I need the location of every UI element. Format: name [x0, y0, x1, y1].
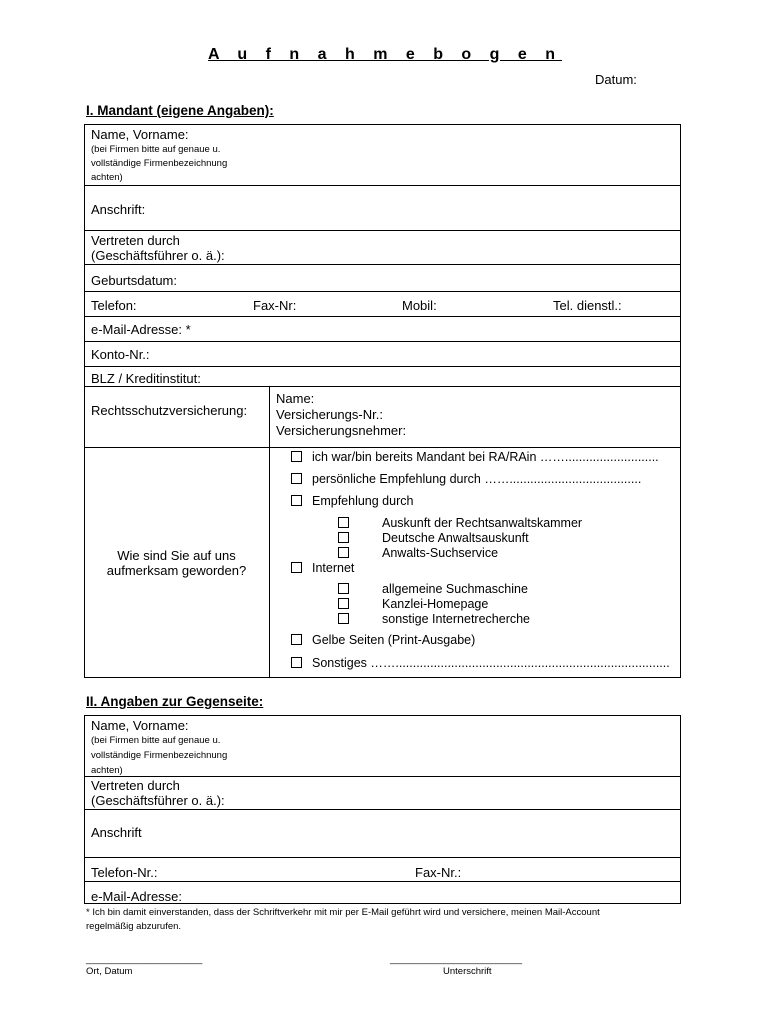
option-empfehlung-person-label: persönliche Empfehlung durch ……...................................... [312, 472, 642, 486]
gegen-email-label: e-Mail-Adresse: [91, 889, 183, 904]
signature-line-ort: ______________________ [86, 954, 203, 965]
section1-heading: I. Mandant (eigene Angaben): [86, 103, 274, 118]
telefon-label: Telefon: [91, 298, 137, 313]
datum-label: Datum: [595, 72, 637, 87]
option-kanzlei-homepage-label: Kanzlei-Homepage [382, 597, 489, 611]
option-rechtsanwaltskammer-label: Auskunft der Rechtsanwaltskammer [382, 516, 583, 530]
blz-label: BLZ / Kreditinstitut: [91, 371, 201, 386]
checkbox-suchservice[interactable] [338, 547, 349, 558]
anschrift-label: Anschrift: [91, 202, 146, 217]
checkbox-empfehlung[interactable] [291, 495, 302, 506]
rechtsschutz-label: Rechtsschutzversicherung: [91, 403, 248, 418]
gegen-name-hint: (bei Firmen bitte auf genaue u. [91, 735, 221, 746]
vertreten-label: (Geschäftsführer o. ä.): [91, 248, 225, 263]
checkbox-rechtsanwaltskammer[interactable] [338, 517, 349, 528]
checkbox-internet[interactable] [291, 562, 302, 573]
email-label: e-Mail-Adresse: * [91, 322, 191, 337]
aufmerksam-label: Wie sind Sie auf uns [117, 548, 236, 563]
gegen-name-label: Name, Vorname: [91, 718, 189, 733]
rs-nr-label: Versicherungs-Nr.: [276, 407, 383, 422]
rs-nehmer-label: Versicherungsnehmer: [276, 423, 407, 438]
geburtsdatum-label: Geburtsdatum: [91, 273, 177, 288]
checkbox-internetrecherche[interactable] [338, 613, 349, 624]
checkbox-mandant[interactable] [291, 451, 302, 462]
option-empfehlung-label: Empfehlung durch [312, 494, 414, 508]
tel-dienstl-label: Tel. dienstl.: [553, 298, 622, 313]
checkbox-suchmaschine[interactable] [338, 583, 349, 594]
name-hint: vollständige Firmenbezeichnung [91, 158, 228, 169]
footnote [86, 906, 726, 934]
signature-line-unterschrift: _________________________ [390, 954, 523, 965]
fax-label: Fax-Nr: [253, 298, 297, 313]
name-hint: (bei Firmen bitte auf genaue u. [91, 144, 221, 155]
gegen-vertreten-label: Vertreten durch [91, 778, 180, 793]
checkbox-sonstiges[interactable] [291, 657, 302, 668]
section2-heading: II. Angaben zur Gegenseite: [86, 694, 264, 709]
name-label: Name, Vorname: [91, 127, 189, 142]
ort-datum-label: Ort, Datum [86, 966, 133, 977]
gegen-anschrift-label: Anschrift [91, 825, 142, 840]
vertreten-label: Vertreten durch [91, 233, 180, 248]
checkbox-kanzlei-homepage[interactable] [338, 598, 349, 609]
gegen-name-hint: vollständige Firmenbezeichnung [91, 750, 228, 761]
checkbox-gelbe-seiten[interactable] [291, 634, 302, 645]
mobil-label: Mobil: [402, 298, 437, 313]
gegen-telefon-label: Telefon-Nr.: [91, 865, 158, 880]
checkbox-empfehlung-person[interactable] [291, 473, 302, 484]
aufmerksam-label: aufmerksam geworden? [106, 563, 247, 578]
document-title: A u f n a h m e b o g e n [208, 46, 562, 63]
option-suchservice-label: Anwalts-Suchservice [382, 546, 499, 560]
gegen-name-hint: achten) [91, 765, 123, 776]
option-internetrecherche-label: sonstige Internetrecherche [382, 612, 531, 626]
option-suchmaschine-label: allgemeine Suchmaschine [382, 582, 528, 596]
option-gelbe-seiten-label: Gelbe Seiten (Print-Ausgabe) [312, 633, 476, 647]
option-sonstiges-label: Sonstiges ……............................................................................... [312, 656, 670, 670]
checkbox-anwaltsauskunft[interactable] [338, 532, 349, 543]
footnote-line: * Ich bin damit einverstanden, dass der Schriftverkehr mit mir per E-Mail geführt wird und versichere, meinen Mail-Account [86, 907, 600, 918]
option-anwaltsauskunft-label: Deutsche Anwaltsauskunft [382, 531, 529, 545]
option-mandant-label: ich war/bin bereits Mandant bei RA/RAin ……........................... [312, 450, 659, 464]
gegen-fax-label: Fax-Nr.: [415, 865, 462, 880]
unterschrift-label: Unterschrift [443, 966, 492, 977]
gegen-vertreten-label: (Geschäftsführer o. ä.): [91, 793, 225, 808]
footnote-line: regelmäßig abzurufen. [86, 921, 182, 932]
option-internet-label: Internet [312, 561, 355, 575]
name-hint: achten) [91, 172, 123, 183]
rs-name-label: Name: [276, 391, 315, 406]
konto-label: Konto-Nr.: [91, 347, 150, 362]
